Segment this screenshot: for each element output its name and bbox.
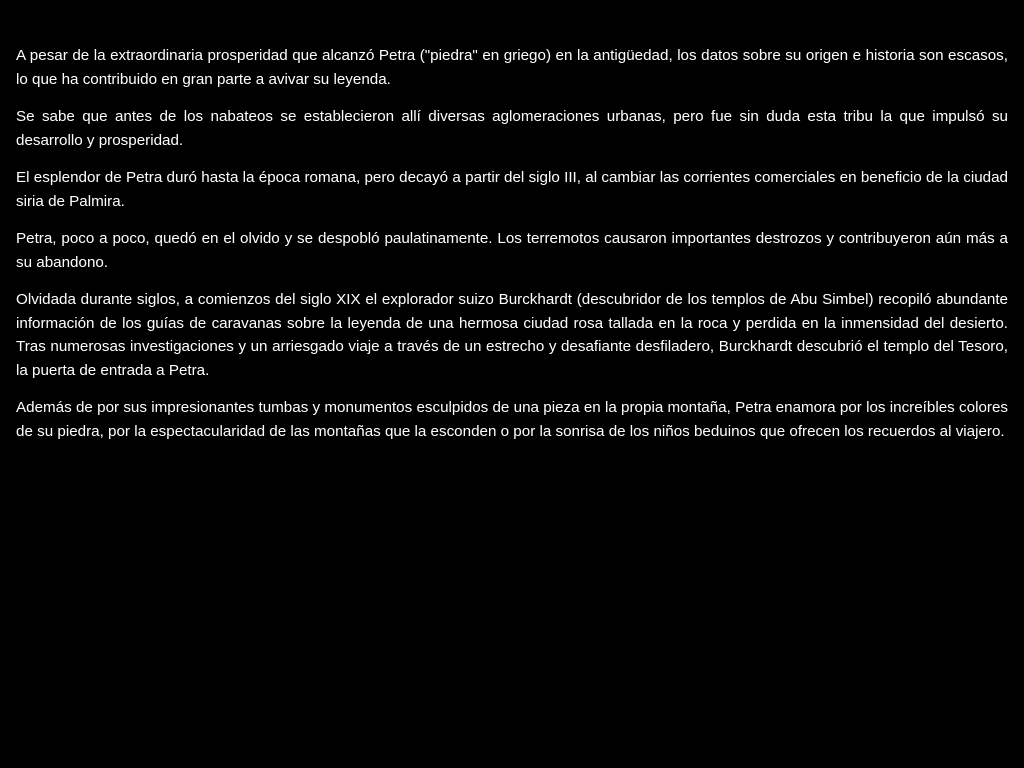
paragraph-splendor: El esplendor de Petra duró hasta la época romana, pero decayó a partir del siglo III, al cambiar las corrientes comerciales en beneficio de la ciudad siria de Palmira. <box>16 169 1008 210</box>
paragraph-origin: A pesar de la extraordinaria prosperidad que alcanzó Petra ("piedra" en griego) en la antigüedad, los datos sobre su origen e historia son escasos, lo que ha contribuido en gran parte a avivar su leyenda. <box>16 47 1008 88</box>
paragraph-nabateans: Se sabe que antes de los nabateos se establecieron allí diversas aglomeraciones urbanas, pero fue sin duda esta tribu la que impulsó su desarrollo y prosperidad. <box>16 108 1008 149</box>
paragraph-abandonment: Petra, poco a poco, quedó en el olvido y se despobló paulatinamente. Los terremotos causaron importantes destrozos y contribuyeron aún más a su abandono. <box>16 230 1008 271</box>
paragraph-burckhardt: Olvidada durante siglos, a comienzos del siglo XIX el explorador suizo Burckhardt (descubridor de los templos de Abu Simbel) recopiló abundante información de los guías de caravanas sobre la leyenda de una hermosa ciudad rosa tallada en la roca y perdida en la inmensidad del desierto. Tras numerosas investigaciones y un arriesgado viaje a través de un estrecho y desafiante desfiladero, Burckhardt descubrió el templo del Tesoro, la puerta de entrada a Petra. <box>16 291 1008 379</box>
paragraph-attractions: Además de por sus impresionantes tumbas y monumentos esculpidos de una pieza en la propia montaña, Petra enamora por los increíbles colores de su piedra, por la espectacularidad de las montañas que la esconden o por la sonrisa de los niños beduinos que ofrecen los recuerdos al viajero. <box>16 399 1008 440</box>
